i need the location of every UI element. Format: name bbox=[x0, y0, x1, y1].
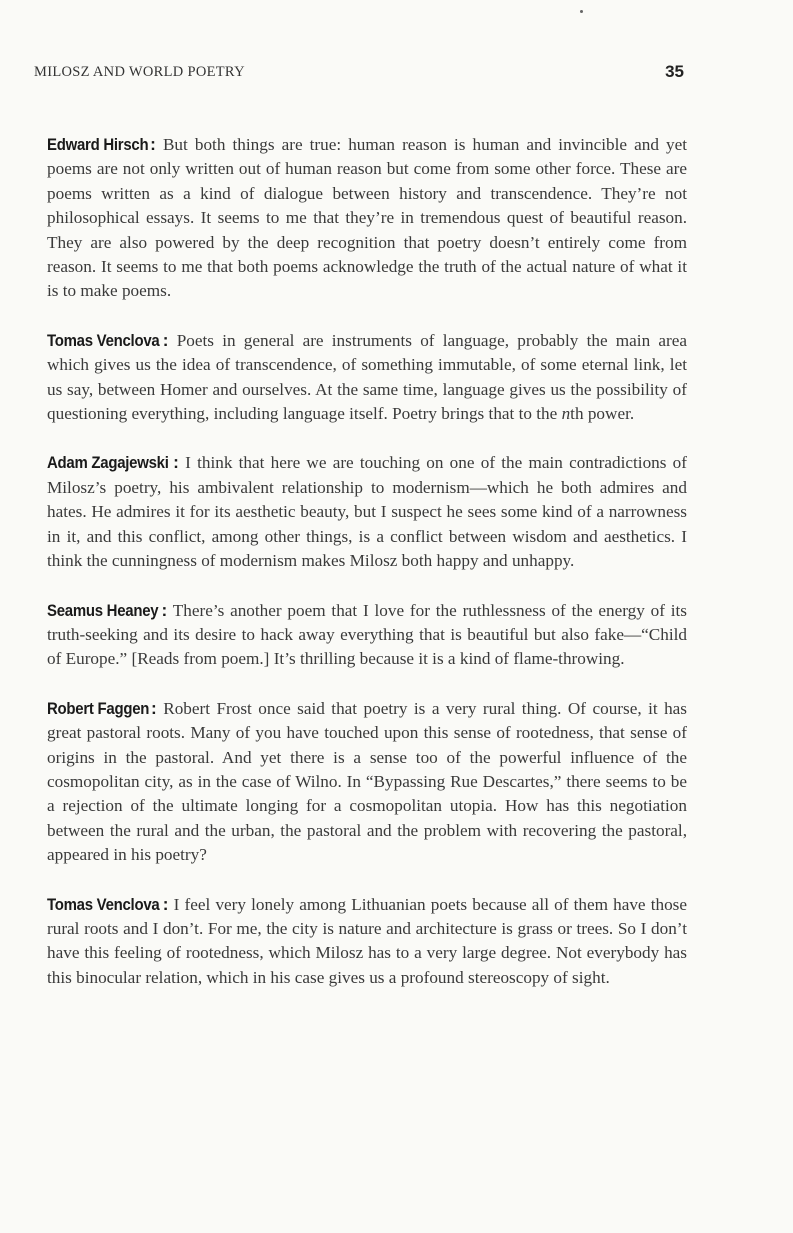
speaker-colon: : bbox=[173, 452, 179, 473]
paragraph-text-after: th power. bbox=[570, 404, 635, 424]
paragraph-venclova-2 bbox=[47, 892, 687, 991]
speaker-name: Seamus Heaney bbox=[47, 600, 159, 620]
paragraph-zagajewski bbox=[47, 450, 687, 573]
speaker-name: Edward Hirsch bbox=[47, 135, 149, 154]
paragraph-hirsch bbox=[47, 132, 687, 304]
paragraph-text: But both things are true: human reason is human and invincible and yet poems are not only written out of human reason but come from some other force. These are poems written as a kind of dialogue between history and transcendence. They’re not philosophical essays. It seems to me that they’re in tremendous quest of beautiful reason. They are also powered by the deep recognition that poetry doesn’t entirely come from reason. It seems to me that both poems acknowledge the truth of the actual nature of what it is to make poems. bbox=[47, 135, 687, 301]
paragraph-heaney bbox=[47, 598, 687, 672]
print-speck bbox=[580, 10, 583, 13]
speaker-colon: : bbox=[161, 599, 168, 620]
paragraph-text: I think that here we are touching on one of the main contradictions of Milosz’s poetry, his ambivalent relationship to modernism—which he both admires and hates. He admires it for its aesthetic beauty, but I suspect he sees some kind of a narrowness in it, and this conflict, among other things, is a conflict between wisdom and aesthetics. I think the cunningness of modernism makes Milosz both happy and unhappy. bbox=[47, 453, 687, 571]
speaker-colon: : bbox=[162, 893, 169, 914]
paragraph-text: There’s another poem that I love for the ruthlessness of the energy of its truth-seeking and its desire to hack away everything that is beautiful but also fake—“Child of Europe.” [Reads from poem.] It’s thrilling because it is a kind of flame-throwing. bbox=[47, 600, 687, 669]
speaker-name: Tomas Venclova bbox=[47, 894, 160, 914]
speaker-name: Adam Zagajewski bbox=[47, 453, 169, 473]
paragraph-italic: n bbox=[561, 404, 571, 424]
speaker-name: Robert Faggen bbox=[47, 698, 150, 718]
paragraph-text: I feel very lonely among Lithuanian poets because all of them have those rural roots and I don’t. For me, the city is nature and architecture is grass or trees. So I don’t have this feeling of rootedness, which Milosz has to a very large degree. Not everybody has this binocular relation, which in his case gives us a profound stereoscopy of sight. bbox=[47, 894, 687, 987]
paragraph-text: Poets in general are instruments of language, probably the main area which gives us the idea of transcendence, of something immutable, of some eternal link, let us say, between Homer and ourselves. At the same time, language gives us the possibility of questioning everything, including language itself. Poetry brings that to the bbox=[47, 330, 687, 424]
running-title: MILOSZ AND WORLD POETRY bbox=[34, 64, 245, 80]
page-number: 35 bbox=[665, 62, 684, 81]
page-body bbox=[47, 132, 687, 1014]
paragraph-venclova-1 bbox=[47, 328, 687, 427]
paragraph-text: Robert Frost once said that poetry is a very rural thing. Of course, it has great pastoral roots. Many of you have touched upon this sense of rootedness, that sense of origins in the pastoral. And yet there is a sense too of the powerful influence of the cosmopolitan city, as in the case of Wilno. In “Bypassing Rue Descartes,” there seems to be a rejection of the ultimate longing for a cosmopolitan utopia. How has this negotiation between the rural and the urban, the pastoral and the problem with recovering the pastoral, appeared in his poetry? bbox=[47, 698, 687, 865]
paragraph-faggen bbox=[47, 696, 687, 868]
speaker-colon: : bbox=[150, 134, 156, 154]
running-head bbox=[34, 64, 684, 86]
speaker-colon: : bbox=[151, 697, 157, 718]
speaker-colon: : bbox=[162, 329, 169, 350]
speaker-name: Tomas Venclova bbox=[47, 330, 160, 350]
